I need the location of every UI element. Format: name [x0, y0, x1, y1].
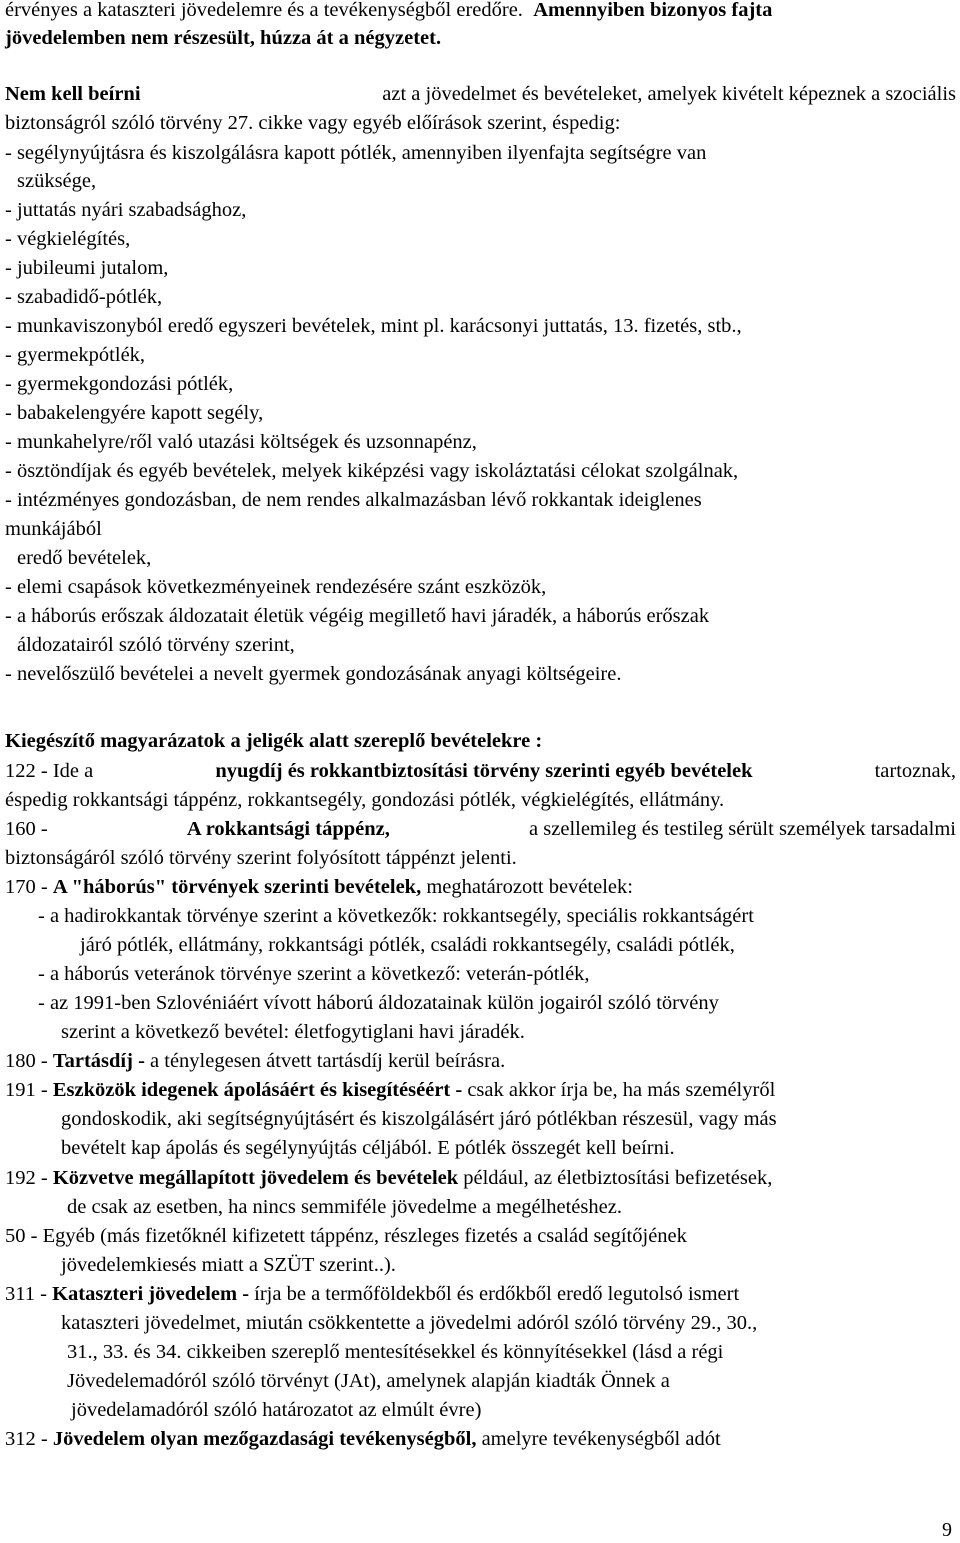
exception-item: - segélynyújtásra és kiszolgálásra kapott pótlék, amennyiben ilyenfajta segítségre van [5, 142, 707, 164]
exception-item: - gyermekgondozási pótlék, [5, 373, 234, 395]
code-311-line-1: 311 - Kataszteri jövedelem - írja be a termőföldekből és erdőkből eredő legutolsó ismert [5, 1283, 740, 1305]
exception-item: - nevelőszülő bevételei a nevelt gyermek gondozásának anyagi költségeire. [5, 663, 622, 685]
code-191-line-1: 191 - Eszközök idegenek ápolásáért és kisegítéséért - csak akkor írja be, ha más személyről [5, 1079, 776, 1101]
exception-item: - szabadidő-pótlék, [5, 286, 163, 308]
exception-item: - juttatás nyári szabadsághoz, [5, 199, 247, 221]
code-311-line-2: kataszteri jövedelmet, miután csökkentette a jövedelmi adóról szóló törvény 29., 30., [61, 1312, 758, 1334]
code-170-line-1: 170 - A "háborús" törvények szerinti bevételek, meghatározott bevételek: [5, 876, 633, 898]
section-heading: Kiegészítő magyarázatok a jeligék alatt szereplő bevételekre : [5, 730, 543, 752]
exception-item: - a háborús erőszak áldozatait életük végéig megillető havi járadék, a háborús erőszak [5, 605, 710, 627]
exception-item: munkájából [5, 518, 102, 540]
intro-line-4: biztonságról szóló törvény 27. cikke vagy egyéb előírások szerint, éspedig: [5, 112, 621, 134]
code-50-line-1: 50 - Egyéb (más fizetőknél kifizetett táppénz, részleges fizetés a család segítőjének [5, 1225, 687, 1247]
code-170-item: - a hadirokkantak törvénye szerint a következők: rokkantsegély, speciális rokkantságért [38, 905, 754, 927]
exception-item: áldozatairól szóló törvény szerint, [17, 634, 295, 656]
exception-item: eredő bevételek, [17, 547, 152, 569]
intro-line-1: érvényes a kataszteri jövedelemre és a tevékenységből eredőre. Amennyiben bizonyos fajta [5, 0, 773, 21]
code-312-line-1: 312 - Jövedelem olyan mezőgazdasági tevékenységből, amelyre tevékenységből adót [5, 1428, 721, 1450]
exception-item: - jubileumi jutalom, [5, 257, 169, 279]
code-50-line-2: jövedelemkiesés miatt a SZÜT szerint..). [61, 1254, 396, 1276]
exception-item: - ösztöndíjak és egyéb bevételek, melyek kiképzési vagy iskoláztatási célokat szolgálnak, [5, 460, 739, 482]
code-122-line-2: éspedig rokkantsági táppénz, rokkantsegély, gondozási pótlék, végkielégítés, ellátmány. [5, 789, 725, 811]
page-number: 9 [942, 1519, 952, 1541]
code-311-line-3: 31., 33. és 34. cikkeiben szereplő mentesítésekkel és könnyítésekkel (lásd a régi [67, 1341, 724, 1363]
exception-item: - elemi csapások következményeinek rendezésére szánt eszközök, [5, 576, 547, 598]
exception-item: - végkielégítés, [5, 228, 131, 250]
code-180-line: 180 - Tartásdíj - a ténylegesen átvett tartásdíj kerül beírásra. [5, 1050, 506, 1072]
code-191-line-2: gondoskodik, aki segítségnyújtásért és kiszolgálásért járó pótlékban részesül, vagy más [61, 1108, 777, 1130]
not-required-line: Nem kell beírni azt a jövedelmet és bevételeket, amelyek kivételt képeznek a szociális [5, 83, 956, 105]
code-170-item: járó pótlék, ellátmány, rokkantsági pótlék, családi rokkantsegély, családi pótlék, [80, 934, 735, 956]
code-170-item: szerint a következő bevétel: életfogytiglani havi járadék. [61, 1021, 525, 1043]
exception-item: szüksége, [17, 170, 97, 192]
exception-item: - gyermekpótlék, [5, 344, 146, 366]
code-192-line-1: 192 - Közvetve megállapított jövedelem és bevételek például, az életbiztosítási befizetések, [5, 1167, 773, 1189]
code-311-line-5: jövedelamadóról szóló határozatot az elmúlt évre) [71, 1399, 482, 1421]
code-122-line-1: 122 - Ide a nyugdíj és rokkantbiztosítási törvény szerinti egyéb bevételek tartoznak, [5, 760, 956, 782]
exception-item: - intézményes gondozásban, de nem rendes alkalmazásban lévő rokkantak ideiglenes [5, 489, 702, 511]
code-160-line-2: biztonságáról szóló törvény szerint folyósított táppénzt jelenti. [5, 847, 517, 869]
code-170-item: - az 1991-ben Szlovéniáért vívott háború áldozatainak külön jogairól szóló törvény [38, 992, 719, 1014]
code-170-item: - a háborús veteránok törvénye szerint a következő: veterán-pótlék, [38, 963, 590, 985]
code-160-line-1: 160 - A rokkantsági táppénz, a szellemileg és testileg sérült személyek tarsadalmi [5, 818, 956, 840]
exception-item: - babakelengyére kapott segély, [5, 402, 264, 424]
intro-line-2: jövedelemben nem részesült, húzza át a négyzetet. [5, 27, 442, 49]
exception-item: - munkahelyre/ről való utazási költségek és uzsonnapénz, [5, 431, 477, 453]
code-192-line-2: de csak az esetben, ha nincs semmiféle jövedelme a megélhetéshez. [67, 1196, 622, 1218]
exception-item: - munkaviszonyból eredő egyszeri bevételek, mint pl. karácsonyi juttatás, 13. fizetés, stb., [5, 315, 742, 337]
code-311-line-4: Jövedelemadóról szóló törvényt (JAt), amelynek alapján kiadták Önnek a [67, 1370, 670, 1392]
code-191-line-3: bevételt kap ápolás és segélynyújtás céljából. E pótlék összegét kell beírni. [61, 1137, 675, 1159]
